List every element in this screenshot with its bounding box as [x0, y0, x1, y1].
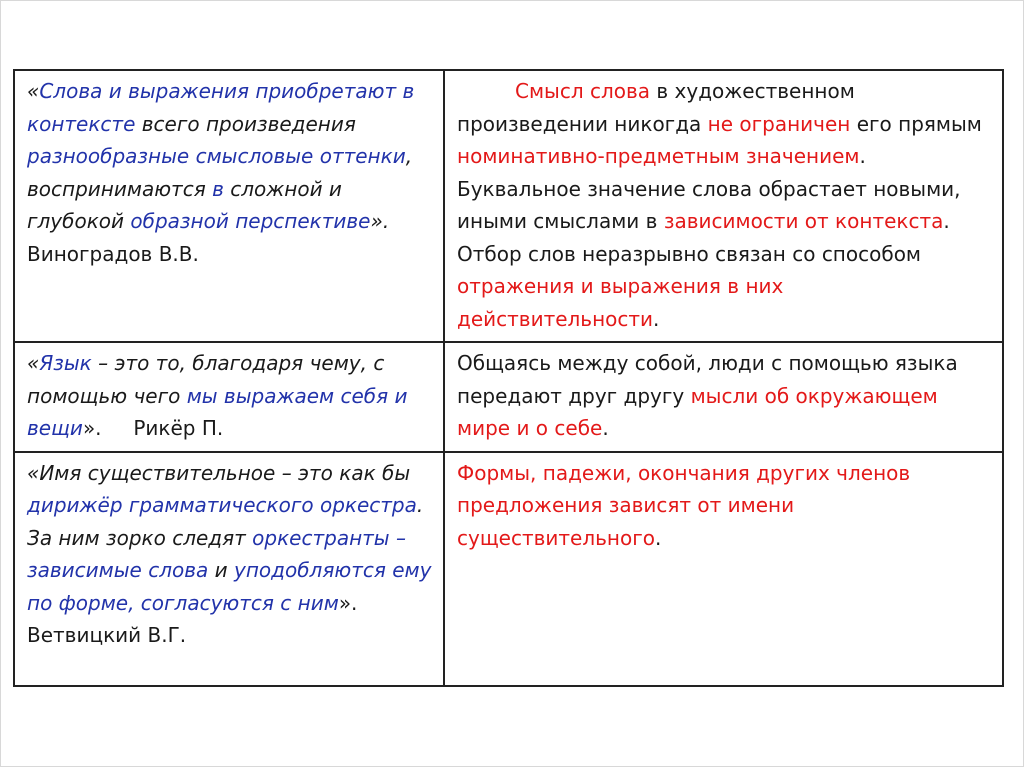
table-row [14, 342, 1003, 452]
quote-cell [14, 70, 444, 342]
explanation-text-segment: отражения и выражения в них действительности [457, 274, 784, 331]
quote-text-segment: дирижёр грамматического оркестра [27, 493, 417, 517]
table-row [14, 452, 1003, 686]
table-row [14, 70, 1003, 342]
quote-text-segment: оркестранты – зависимые слова [27, 525, 406, 582]
quote-text-segment: разнообразные смысловые оттенки [27, 144, 406, 168]
explanation-cell [444, 342, 1003, 452]
explanation-text-segment: . Отбор слов неразрывно связан со способом [457, 209, 950, 266]
quote-cell [14, 452, 444, 686]
quote-text-segment: Слова и выражения приобретают в контексте [27, 79, 415, 136]
explanation-cell [444, 70, 1003, 342]
quote-text-segment: уподобляются ему по форме, согласуются с ним [27, 558, 432, 615]
quote-text-segment: «Имя существительное – это как бы [27, 460, 411, 485]
quotes-table [13, 69, 1004, 687]
quote-author: ». Ветвицкий В.Г. [27, 590, 371, 647]
quote-text-segment: мы выражаем себя и вещи [27, 383, 408, 440]
frame-top-border [0, 0, 1024, 1]
quote-text-segment: Язык [39, 351, 92, 375]
quote-text-segment: и [208, 558, 234, 582]
explanation-text-segment: не ограничен [707, 111, 851, 136]
explanation-text-segment: его прямым [850, 111, 982, 136]
quote-text-segment: , воспринимаются [27, 144, 413, 201]
explanation-text-segment: номинативно-предметным значением [457, 144, 860, 168]
quote-text-segment: . За ним зорко следят [27, 493, 424, 550]
quote-author: ». Рикёр П. [82, 416, 224, 440]
quote-text-segment: всего произведения [135, 111, 356, 136]
quote-text-segment: – это то, благодаря чему, с помощью чего [27, 351, 385, 408]
quote-text-segment: ». [370, 209, 390, 233]
quote-cell [14, 342, 444, 452]
explanation-text-segment: . Буквальное значение слова обрастает новыми, иными смыслами в [457, 144, 961, 233]
quote-text-segment: образной перспективе [130, 209, 371, 233]
explanation-text-segment: . [655, 525, 662, 550]
explanation-text-segment: Общаясь между собой, люди с помощью языка передают друг другу [457, 351, 958, 408]
explanation-text-segment: зависимости от контекста [663, 209, 944, 233]
quote-text-segment: сложной и глубокой [27, 176, 342, 233]
explanation-text-segment: в художественном произведении никогда [457, 79, 855, 136]
explanation-text-segment: Смысл слова [515, 79, 651, 103]
quote-author: Виноградов В.В. [27, 241, 199, 266]
explanation-text-segment: Формы, падежи, окончания других членов предложения зависят от имени существительного [457, 460, 911, 550]
quote-text-segment: в [212, 176, 224, 201]
quote-text-segment: « [27, 351, 40, 375]
quote-text-segment: « [27, 79, 40, 103]
frame-left-border [0, 0, 1, 767]
explanation-text-segment: . [653, 306, 660, 331]
explanation-cell [444, 452, 1003, 686]
explanation-text-segment: . [602, 416, 609, 440]
explanation-text-segment: мысли об окружающем мире и о себе [457, 383, 938, 440]
